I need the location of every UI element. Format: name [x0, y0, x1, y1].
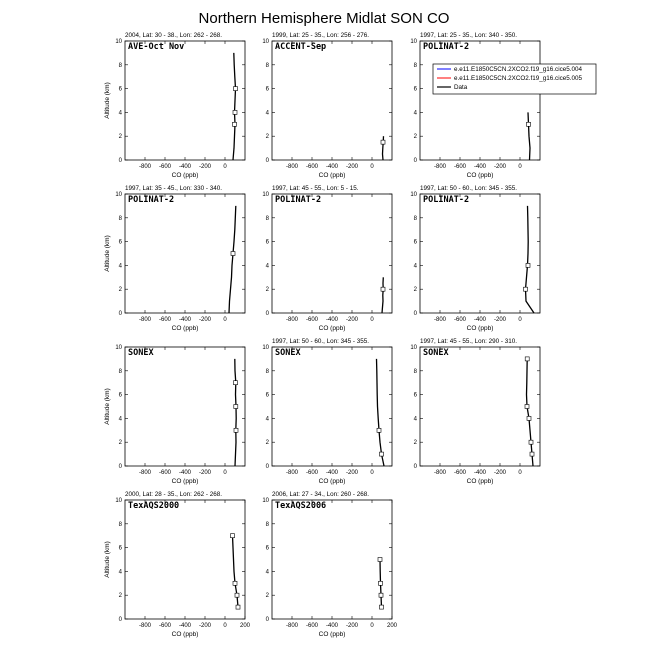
y-tick-label: 10 [262, 498, 269, 504]
legend-label-data: Data [454, 84, 468, 91]
y-tick-label: 10 [262, 192, 269, 198]
y-tick-label: 4 [413, 263, 417, 270]
x-tick-label: -600 [305, 623, 319, 629]
panel-header: 1999, Lat: 25 - 35., Lon: 256 - 276. [272, 32, 369, 39]
x-tick-label: -600 [158, 164, 172, 170]
panel-6 [410, 185, 540, 332]
plot-frame [420, 194, 540, 313]
y-tick-label: 10 [115, 498, 122, 504]
x-tick-label: -600 [453, 470, 467, 476]
y-tick-label: 2 [265, 287, 269, 294]
y-axis-label: Altitude (km) [104, 82, 111, 119]
y-tick-label: 0 [118, 311, 122, 317]
data-profile-line [377, 359, 385, 466]
y-tick-label: 4 [118, 416, 122, 423]
campaign-label: SONEX [275, 348, 301, 358]
plot-frame [125, 194, 245, 313]
y-tick-label: 6 [118, 392, 122, 399]
panel-header: 1997, Lat: 50 - 60., Lon: 345 - 355. [272, 338, 369, 345]
data-marker [234, 428, 238, 432]
y-tick-label: 0 [413, 158, 417, 164]
data-marker [234, 381, 238, 385]
x-tick-label: 200 [239, 623, 251, 629]
x-tick-label: 200 [386, 623, 398, 629]
campaign-label: ACCENT-Sep [275, 42, 327, 52]
x-tick-label: -400 [325, 470, 339, 476]
panel-header: 2000, Lat: 28 - 35., Lon: 262 - 268. [125, 491, 222, 498]
y-axis-label: Altitude (km) [104, 235, 111, 272]
y-tick-label: 6 [118, 239, 122, 246]
panel-1 [104, 32, 245, 179]
x-tick-label: -200 [345, 317, 359, 323]
data-profile-line [235, 359, 236, 466]
data-marker [381, 140, 385, 144]
campaign-label: SONEX [423, 348, 449, 358]
panel-2 [262, 32, 392, 179]
data-marker [524, 287, 528, 291]
y-tick-label: 0 [118, 464, 122, 470]
y-tick-label: 6 [265, 86, 269, 93]
y-tick-label: 0 [413, 464, 417, 470]
y-tick-label: 2 [118, 134, 122, 141]
x-tick-label: -800 [433, 164, 447, 170]
y-tick-label: 8 [265, 62, 269, 69]
y-tick-label: 8 [265, 368, 269, 375]
data-profile-line [528, 112, 530, 160]
x-axis-label: CO (ppb) [318, 172, 346, 179]
y-tick-label: 8 [118, 215, 122, 222]
y-tick-label: 2 [413, 440, 417, 447]
x-tick-label: 0 [370, 470, 374, 476]
y-tick-label: 10 [262, 39, 269, 45]
y-tick-label: 2 [265, 593, 269, 600]
x-tick-label: -600 [158, 317, 172, 323]
y-tick-label: 2 [118, 593, 122, 600]
y-tick-label: 6 [265, 545, 269, 552]
data-marker [377, 428, 381, 432]
y-tick-label: 10 [115, 345, 122, 351]
data-profile-line [383, 136, 384, 160]
plot-frame [272, 194, 392, 313]
panel-grid [104, 32, 540, 638]
x-axis-label: CO (ppb) [171, 631, 199, 638]
x-axis-label: CO (ppb) [171, 172, 199, 179]
plot-frame [125, 347, 245, 466]
data-marker [527, 416, 531, 420]
y-tick-label: 4 [413, 110, 417, 117]
x-tick-label: -800 [138, 317, 152, 323]
x-tick-label: -400 [473, 164, 487, 170]
plot-frame [272, 41, 392, 160]
data-profile-line [527, 359, 534, 466]
x-tick-label: -400 [178, 470, 192, 476]
y-tick-label: 0 [265, 158, 269, 164]
x-axis-label: CO (ppb) [171, 478, 199, 485]
y-tick-label: 0 [413, 311, 417, 317]
data-marker [235, 593, 239, 597]
data-marker [233, 110, 237, 114]
data-marker [530, 452, 534, 456]
x-tick-label: -600 [453, 317, 467, 323]
y-tick-label: 8 [413, 368, 417, 375]
x-tick-label: -400 [325, 164, 339, 170]
panel-header: 1997, Lat: 35 - 45., Lon: 330 - 340. [125, 185, 222, 192]
campaign-label: POLINAT-2 [423, 195, 470, 205]
plot-frame [272, 500, 392, 619]
campaign-label: POLINAT-2 [128, 195, 175, 205]
y-tick-label: 4 [265, 569, 269, 576]
data-profile-line [526, 206, 535, 313]
y-tick-label: 0 [265, 464, 269, 470]
y-tick-label: 6 [118, 86, 122, 93]
y-axis-label: Altitude (km) [104, 541, 111, 578]
y-tick-label: 8 [118, 521, 122, 528]
x-tick-label: 0 [223, 470, 227, 476]
y-tick-label: 0 [265, 617, 269, 623]
y-tick-label: 8 [118, 62, 122, 69]
legend [433, 64, 596, 94]
x-tick-label: -200 [493, 317, 507, 323]
x-tick-label: -800 [285, 317, 299, 323]
y-tick-label: 4 [265, 416, 269, 423]
data-marker [234, 87, 238, 91]
panel-8 [262, 338, 392, 485]
plot-frame [420, 347, 540, 466]
x-tick-label: -400 [473, 470, 487, 476]
x-tick-label: -200 [198, 623, 212, 629]
panel-11 [262, 491, 397, 638]
data-marker [378, 558, 382, 562]
y-tick-label: 8 [265, 215, 269, 222]
panel-9 [410, 338, 540, 485]
y-tick-label: 0 [118, 158, 122, 164]
y-tick-label: 2 [265, 440, 269, 447]
x-tick-label: 0 [518, 317, 522, 323]
plot-frame [272, 347, 392, 466]
data-marker [231, 252, 235, 256]
x-tick-label: -600 [305, 317, 319, 323]
data-marker [379, 581, 383, 585]
y-tick-label: 10 [115, 39, 122, 45]
x-axis-label: CO (ppb) [466, 478, 494, 485]
campaign-label: SONEX [128, 348, 154, 358]
x-axis-label: CO (ppb) [466, 172, 494, 179]
data-marker [379, 593, 383, 597]
y-axis-label: Altitude (km) [104, 388, 111, 425]
panel-5 [262, 185, 392, 332]
y-tick-label: 8 [413, 215, 417, 222]
campaign-label: POLINAT-2 [423, 42, 470, 52]
panel-header: 1997, Lat: 45 - 55., Lon: 5 - 15. [272, 185, 359, 192]
y-tick-label: 6 [118, 545, 122, 552]
data-marker [380, 605, 384, 609]
campaign-label: POLINAT-2 [275, 195, 322, 205]
y-tick-label: 6 [265, 392, 269, 399]
x-tick-label: -400 [178, 164, 192, 170]
plot-frame [125, 500, 245, 619]
y-tick-label: 10 [410, 345, 417, 351]
data-marker [381, 287, 385, 291]
x-tick-label: 0 [223, 317, 227, 323]
data-marker [234, 405, 238, 409]
panel-header: 1997, Lat: 50 - 60., Lon: 345 - 355. [420, 185, 517, 192]
data-profile-line [233, 53, 236, 160]
y-tick-label: 8 [265, 521, 269, 528]
panel-header: 2006, Lat: 27 - 34., Lon: 260 - 268. [272, 491, 369, 498]
panel-header: 1997, Lat: 45 - 55., Lon: 290 - 310. [420, 338, 517, 345]
x-tick-label: -400 [325, 623, 339, 629]
y-tick-label: 2 [413, 287, 417, 294]
campaign-label: TexAQS2006 [275, 501, 327, 511]
plot-frame [125, 41, 245, 160]
data-profile-line [382, 277, 383, 313]
y-tick-label: 8 [413, 62, 417, 69]
data-marker [231, 534, 235, 538]
x-tick-label: -600 [158, 623, 172, 629]
data-marker [233, 122, 237, 126]
data-marker [525, 405, 529, 409]
x-tick-label: -200 [345, 623, 359, 629]
x-tick-label: -600 [305, 164, 319, 170]
panel-4 [104, 185, 245, 332]
y-tick-label: 4 [265, 110, 269, 117]
y-tick-label: 0 [265, 311, 269, 317]
x-tick-label: -800 [433, 470, 447, 476]
plot-frame [420, 41, 540, 160]
y-tick-label: 4 [118, 569, 122, 576]
x-tick-label: -400 [178, 623, 192, 629]
x-tick-label: -800 [285, 623, 299, 629]
x-tick-label: 0 [370, 164, 374, 170]
x-tick-label: 0 [518, 164, 522, 170]
x-tick-label: -200 [345, 470, 359, 476]
y-tick-label: 2 [265, 134, 269, 141]
data-marker [526, 263, 530, 267]
x-axis-label: CO (ppb) [318, 325, 346, 332]
x-axis-label: CO (ppb) [318, 631, 346, 638]
y-tick-label: 6 [413, 239, 417, 246]
x-tick-label: 0 [518, 470, 522, 476]
x-tick-label: -800 [138, 470, 152, 476]
y-tick-label: 2 [118, 440, 122, 447]
y-tick-label: 10 [115, 192, 122, 198]
x-tick-label: -400 [473, 317, 487, 323]
y-tick-label: 8 [118, 368, 122, 375]
x-tick-label: -800 [433, 317, 447, 323]
x-tick-label: -800 [138, 164, 152, 170]
data-marker [380, 452, 384, 456]
x-axis-label: CO (ppb) [171, 325, 199, 332]
y-tick-label: 6 [413, 86, 417, 93]
panel-header: 2004, Lat: 30 - 38., Lon: 262 - 268. [125, 32, 222, 39]
x-tick-label: -200 [198, 164, 212, 170]
panel-10 [104, 491, 251, 638]
x-tick-label: -600 [453, 164, 467, 170]
x-axis-label: CO (ppb) [466, 325, 494, 332]
data-marker [236, 605, 240, 609]
data-marker [529, 440, 533, 444]
x-tick-label: 0 [223, 623, 227, 629]
y-tick-label: 0 [118, 617, 122, 623]
x-tick-label: -600 [305, 470, 319, 476]
x-tick-label: -200 [198, 470, 212, 476]
x-tick-label: -800 [285, 470, 299, 476]
x-tick-label: -400 [325, 317, 339, 323]
data-marker [527, 122, 531, 126]
y-tick-label: 4 [413, 416, 417, 423]
x-tick-label: 0 [223, 164, 227, 170]
campaign-label: TexAQS2000 [128, 501, 180, 511]
x-tick-label: -400 [178, 317, 192, 323]
x-tick-label: -200 [493, 470, 507, 476]
panel-header: 1997, Lat: 25 - 35., Lon: 340 - 350. [420, 32, 517, 39]
x-axis-label: CO (ppb) [318, 478, 346, 485]
legend-label-004: e.e11.E1850C5CN.2XCO2.f19_g16.cice5.004 [454, 66, 583, 73]
x-tick-label: -200 [198, 317, 212, 323]
x-tick-label: -800 [285, 164, 299, 170]
y-tick-label: 6 [265, 239, 269, 246]
y-tick-label: 4 [118, 110, 122, 117]
x-tick-label: 0 [370, 317, 374, 323]
x-tick-label: 0 [370, 623, 374, 629]
y-tick-label: 4 [265, 263, 269, 270]
data-marker [525, 357, 529, 361]
y-tick-label: 2 [118, 287, 122, 294]
legend-label-005: e.e11.E1850C5CN.2XCO2.f19_g16.cice5.005 [454, 75, 583, 82]
campaign-label: AVE-Oct Nov [128, 42, 185, 52]
y-tick-label: 10 [410, 39, 417, 45]
y-tick-label: 4 [118, 263, 122, 270]
x-tick-label: -200 [345, 164, 359, 170]
y-tick-label: 6 [413, 392, 417, 399]
y-tick-label: 2 [413, 134, 417, 141]
x-tick-label: -800 [138, 623, 152, 629]
y-tick-label: 10 [410, 192, 417, 198]
y-tick-label: 10 [262, 345, 269, 351]
panel-3 [410, 32, 540, 179]
data-marker [233, 581, 237, 585]
data-profile-line [229, 206, 236, 313]
figure-title: Northern Hemisphere Midlat SON CO [198, 10, 450, 27]
x-tick-label: -600 [158, 470, 172, 476]
panel-7 [104, 345, 245, 485]
x-tick-label: -200 [493, 164, 507, 170]
